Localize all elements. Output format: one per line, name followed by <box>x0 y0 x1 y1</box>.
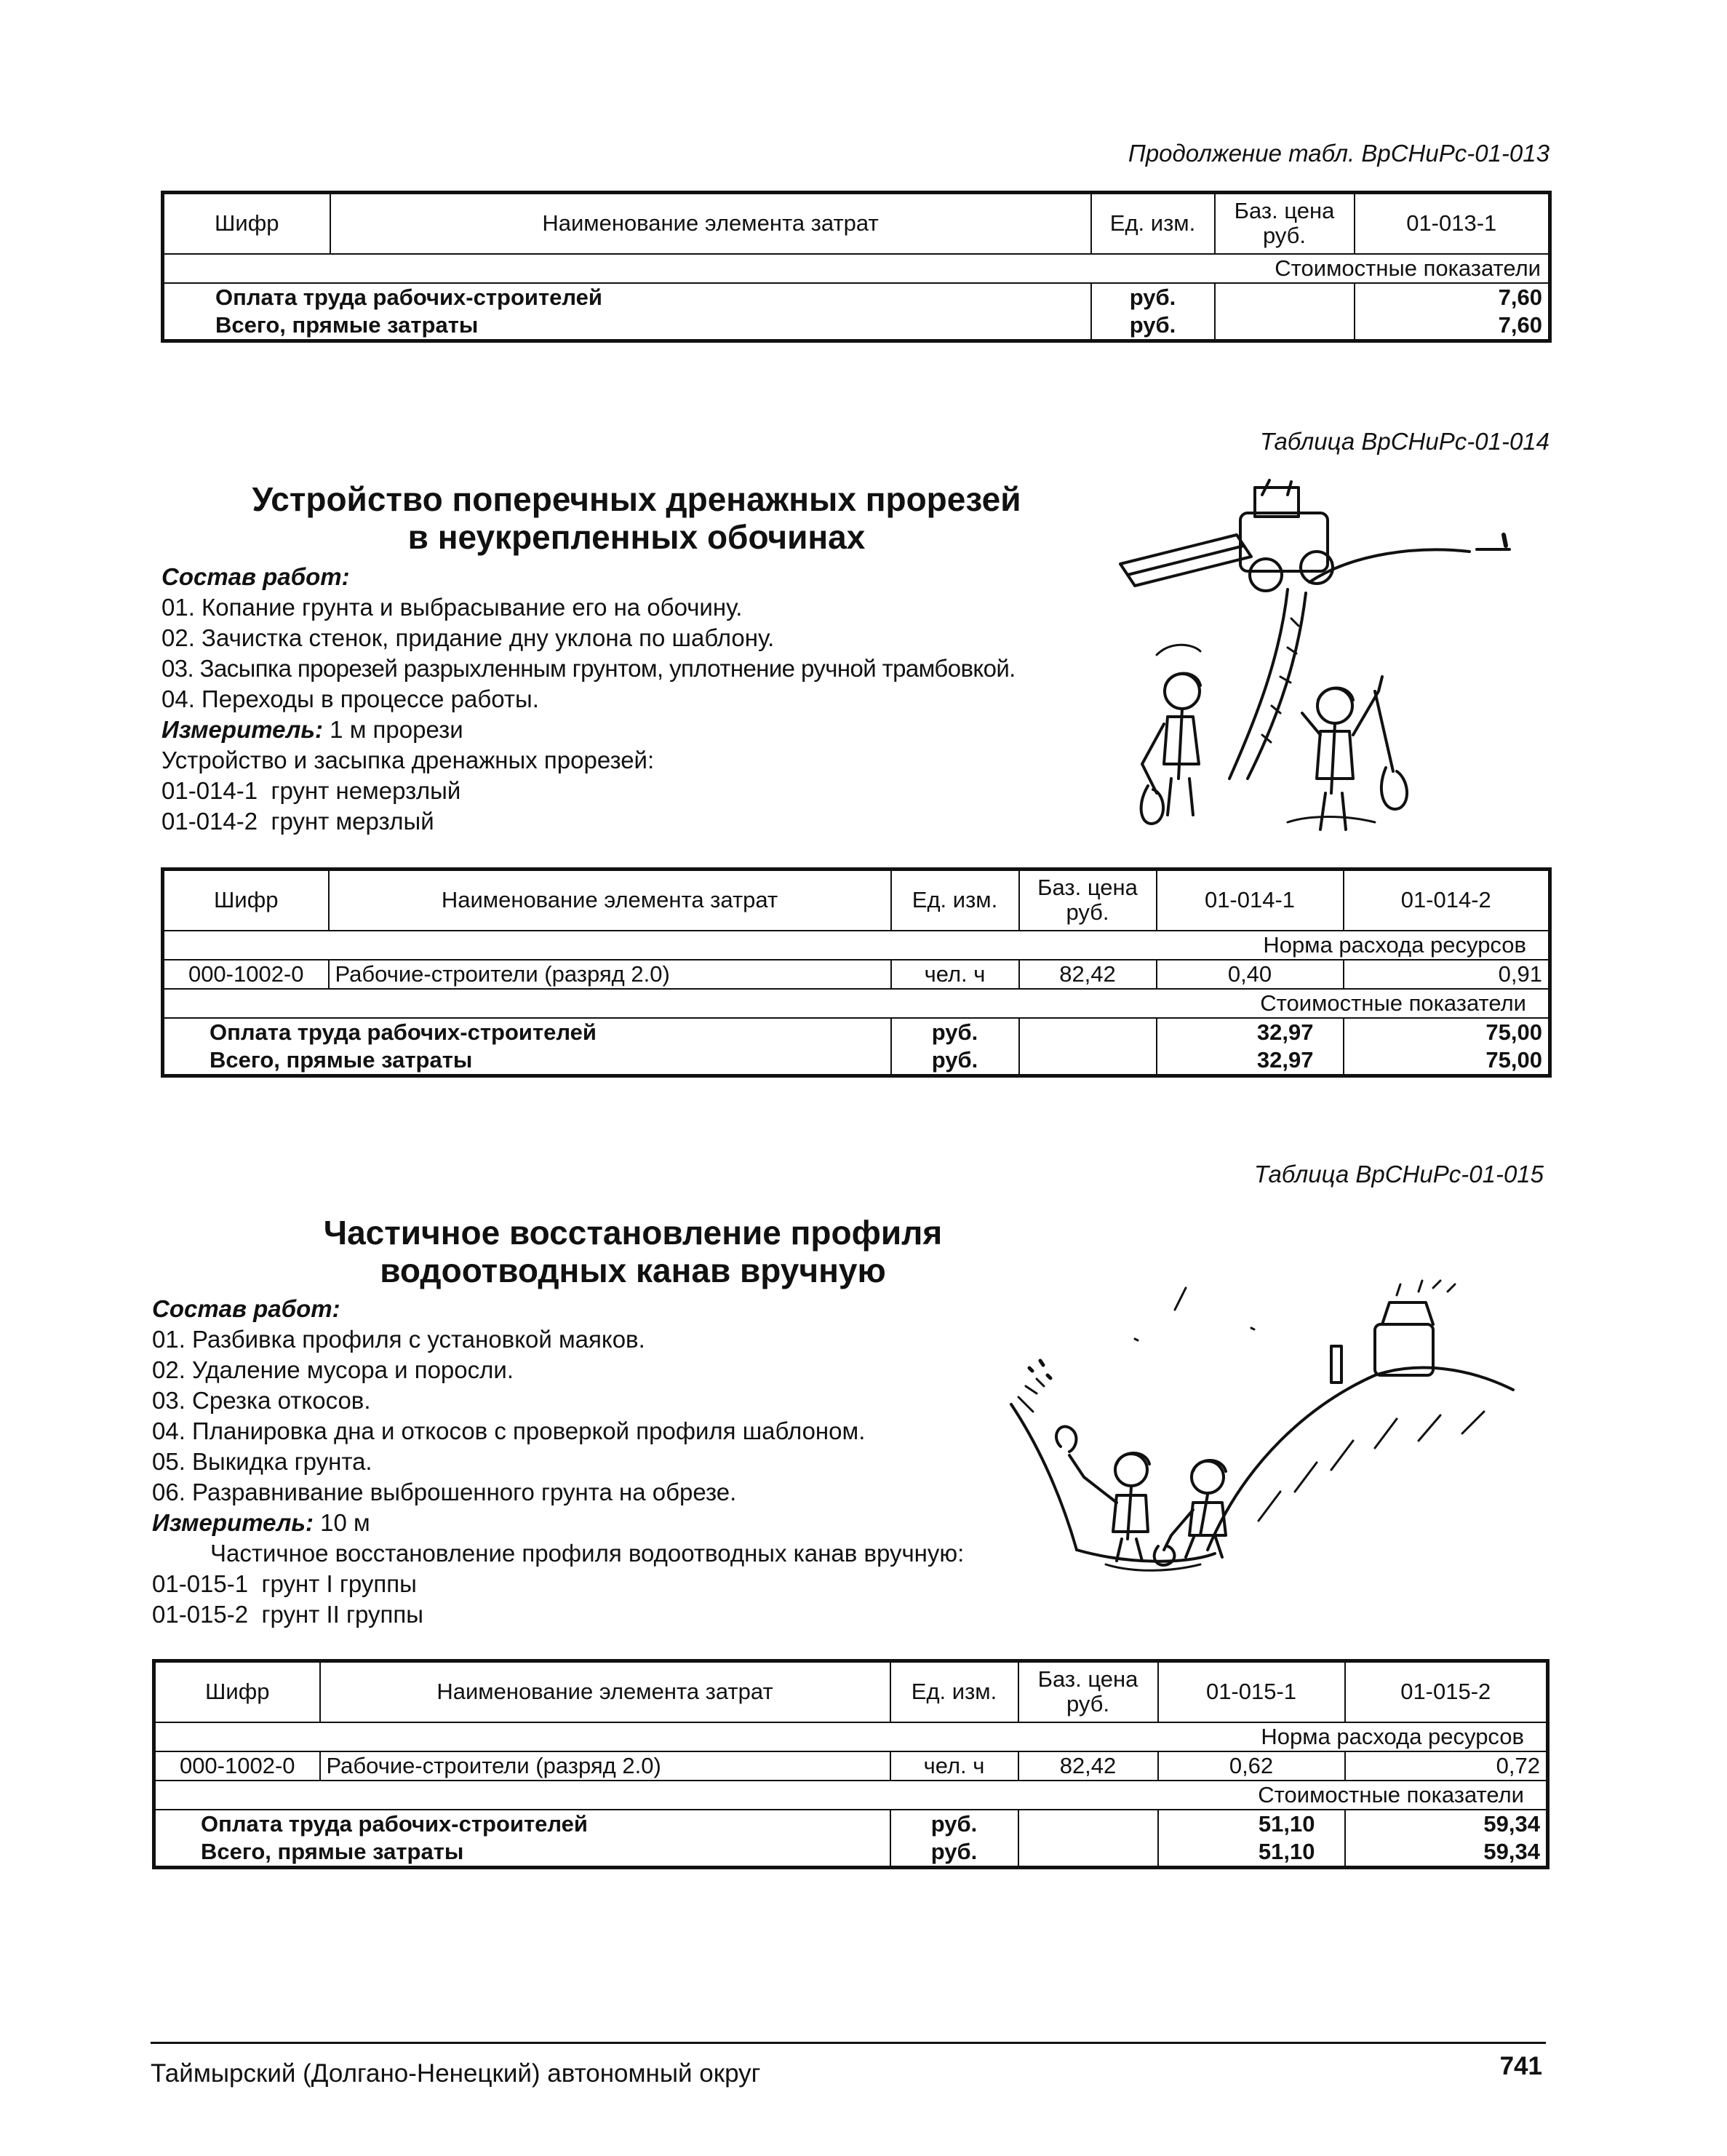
table-header-row <box>163 870 1550 931</box>
variant-item <box>161 806 1136 837</box>
title-line-2: водоотводных канав вручную <box>380 1252 886 1289</box>
header-code: Шифр <box>163 193 330 254</box>
resource-unit: чел. ч <box>890 1751 1018 1781</box>
row-unit: руб. <box>890 1838 1018 1868</box>
row-value-2: 59,34 <box>1345 1838 1548 1868</box>
header-base-price: Баз. цена руб. <box>1018 1661 1158 1722</box>
continuation-caption: Продолжение табл. ВрСНиРс-01-013 <box>1128 140 1549 167</box>
row-value-2: 75,00 <box>1344 1046 1550 1076</box>
variant-text: грунт мерзлый <box>271 808 434 835</box>
header-base-price: Баз. цена руб. <box>1215 193 1355 254</box>
meter-line <box>161 715 1136 745</box>
works-label: Состав работ: <box>161 563 350 590</box>
table-013 <box>161 191 1552 343</box>
row-price <box>1018 1810 1158 1838</box>
resource-row <box>163 960 1550 989</box>
row-value-2: 75,00 <box>1344 1018 1550 1046</box>
resource-value-1: 0,62 <box>1158 1751 1345 1781</box>
row-unit: руб. <box>891 1046 1019 1076</box>
header-code: Шифр <box>154 1661 320 1722</box>
row-price <box>1018 1838 1158 1868</box>
row-name: Оплата труда рабочих-строителей <box>154 1810 890 1838</box>
row-price <box>1215 283 1355 311</box>
resource-price: 82,42 <box>1018 1751 1158 1781</box>
row-value-2: 59,34 <box>1345 1810 1548 1838</box>
cost-section-row <box>163 989 1550 1018</box>
cost-section-label: Стоимостные показатели <box>154 1781 1548 1810</box>
header-name: Наименование элемента затрат <box>320 1661 890 1722</box>
table-caption-015: Таблица ВрСНиРс-01-015 <box>1254 1161 1544 1188</box>
meter-value: 1 м прорези <box>330 716 463 743</box>
table-row <box>163 283 1550 311</box>
title-line-1: Устройство поперечных дренажных прорезей <box>252 480 1021 518</box>
norm-section-row <box>154 1722 1548 1751</box>
cost-section-row <box>154 1781 1548 1810</box>
header-code: Шифр <box>163 870 329 931</box>
work-item: 03. Засыпка прорезей разрыхленным грунтом, уплотнение ручной трамбовкой. <box>161 655 1016 682</box>
row-name: Оплата труда рабочих-строителей <box>163 1018 891 1046</box>
header-unit: Ед. изм. <box>890 1661 1018 1722</box>
resource-unit: чел. ч <box>891 960 1019 989</box>
row-unit: руб. <box>890 1810 1018 1838</box>
variant-text: грунт II группы <box>261 1601 423 1628</box>
header-col1: 01-013-1 <box>1355 193 1550 254</box>
cost-section-label: Стоимостные показатели <box>163 254 1550 283</box>
variant-text: грунт немерзлый <box>271 777 461 804</box>
page-number: 741 <box>1499 2052 1542 2080</box>
row-value-1: 51,10 <box>1158 1838 1345 1868</box>
variant-code: 01-014-2 <box>161 808 258 835</box>
row-unit: руб. <box>1091 283 1215 311</box>
variant-item <box>152 1599 1134 1630</box>
drainage-workers-illustration <box>1113 473 1520 851</box>
footer-region: Таймырский (Долгано-Ненецкий) автономный округ <box>151 2059 761 2088</box>
row-value-1: 7,60 <box>1355 311 1550 341</box>
row-price <box>1215 311 1355 341</box>
row-name: Всего, прямые затраты <box>154 1838 890 1868</box>
row-name: Всего, прямые затраты <box>163 311 1091 341</box>
variant-text: грунт I группы <box>261 1570 417 1597</box>
header-col2: 01-014-2 <box>1344 870 1550 931</box>
row-value-1: 7,60 <box>1355 283 1550 311</box>
ditch-workers-illustration <box>968 1259 1535 1579</box>
header-base-price: Баз. цена руб. <box>1019 870 1157 931</box>
resource-price: 82,42 <box>1019 960 1157 989</box>
variant-code: 01-014-1 <box>161 777 258 804</box>
table-row <box>154 1838 1548 1868</box>
norm-section-row <box>163 931 1550 960</box>
meter-value: 10 м <box>320 1509 370 1536</box>
work-item: 06. Разравнивание выброшенного грунта на обрезе. <box>152 1479 737 1505</box>
footer-divider <box>151 2042 1546 2044</box>
variants-description: Устройство и засыпка дренажных прорезей: <box>161 747 655 773</box>
variant-code: 01-015-2 <box>152 1601 249 1628</box>
header-col1: 01-015-1 <box>1158 1661 1345 1722</box>
title-line-2: в неукрепленных обочинах <box>407 518 866 556</box>
row-name: Всего, прямые затраты <box>163 1046 891 1076</box>
section-title-014 <box>167 480 1106 556</box>
work-item: 02. Удаление мусора и поросли. <box>152 1356 514 1383</box>
table-row <box>163 311 1550 341</box>
table-015 <box>152 1659 1549 1869</box>
table-header-row <box>154 1661 1548 1722</box>
resource-name: Рабочие-строители (разряд 2.0) <box>320 1751 890 1781</box>
resource-value-2: 0,72 <box>1345 1751 1548 1781</box>
header-col2: 01-015-2 <box>1345 1661 1548 1722</box>
resource-value-2: 0,91 <box>1344 960 1550 989</box>
row-name: Оплата труда рабочих-строителей <box>163 283 1091 311</box>
cost-section-row <box>163 254 1550 283</box>
norm-section-label: Норма расхода ресурсов <box>154 1722 1548 1751</box>
title-line-1: Частичное восстановление профиля <box>323 1214 943 1252</box>
work-item: 01. Копание грунта и выбрасывание его на обочину. <box>161 594 743 621</box>
row-unit: руб. <box>1091 311 1215 341</box>
row-value-1: 32,97 <box>1157 1046 1344 1076</box>
work-item: 05. Выкидка грунта. <box>152 1448 372 1475</box>
work-item: 02. Зачистка стенок, придание дну уклона по шаблону. <box>161 624 775 651</box>
table-caption-014: Таблица ВрСНиРс-01-014 <box>1260 428 1549 455</box>
row-unit: руб. <box>891 1018 1019 1046</box>
table-row <box>163 1018 1550 1046</box>
work-item: 03. Срезка откосов. <box>152 1387 371 1414</box>
resource-value-1: 0,40 <box>1157 960 1344 989</box>
section-body-014 <box>161 562 1136 837</box>
norm-section-label: Норма расхода ресурсов <box>163 931 1550 960</box>
resource-name: Рабочие-строители (разряд 2.0) <box>329 960 891 989</box>
work-item: 01. Разбивка профиля с установкой маяков. <box>152 1326 645 1353</box>
header-unit: Ед. изм. <box>891 870 1019 931</box>
cost-section-label: Стоимостные показатели <box>163 989 1550 1018</box>
row-price <box>1019 1018 1157 1046</box>
meter-label: Измеритель: <box>152 1509 314 1536</box>
meter-label: Измеритель: <box>161 716 323 743</box>
row-value-1: 51,10 <box>1158 1810 1345 1838</box>
header-unit: Ед. изм. <box>1091 193 1215 254</box>
resource-code: 000-1002-0 <box>163 960 329 989</box>
table-header-row <box>163 193 1550 254</box>
variant-code: 01-015-1 <box>152 1570 249 1597</box>
header-name: Наименование элемента затрат <box>330 193 1091 254</box>
table-row <box>163 1046 1550 1076</box>
table-row <box>154 1810 1548 1838</box>
resource-row <box>154 1751 1548 1781</box>
resource-code: 000-1002-0 <box>154 1751 320 1781</box>
section-title-015 <box>167 1214 1098 1289</box>
row-price <box>1019 1046 1157 1076</box>
variant-item <box>161 776 1136 806</box>
variants-description: Частичное восстановление профиля водоотводных канав вручную: <box>210 1540 965 1567</box>
row-value-1: 32,97 <box>1157 1018 1344 1046</box>
table-014 <box>161 867 1552 1078</box>
works-label: Состав работ: <box>152 1295 340 1322</box>
header-col1: 01-014-1 <box>1157 870 1344 931</box>
work-item: 04. Планировка дна и откосов с проверкой профиля шаблоном. <box>152 1417 866 1444</box>
header-name: Наименование элемента затрат <box>329 870 891 931</box>
work-item: 04. Переходы в процессе работы. <box>161 685 539 712</box>
